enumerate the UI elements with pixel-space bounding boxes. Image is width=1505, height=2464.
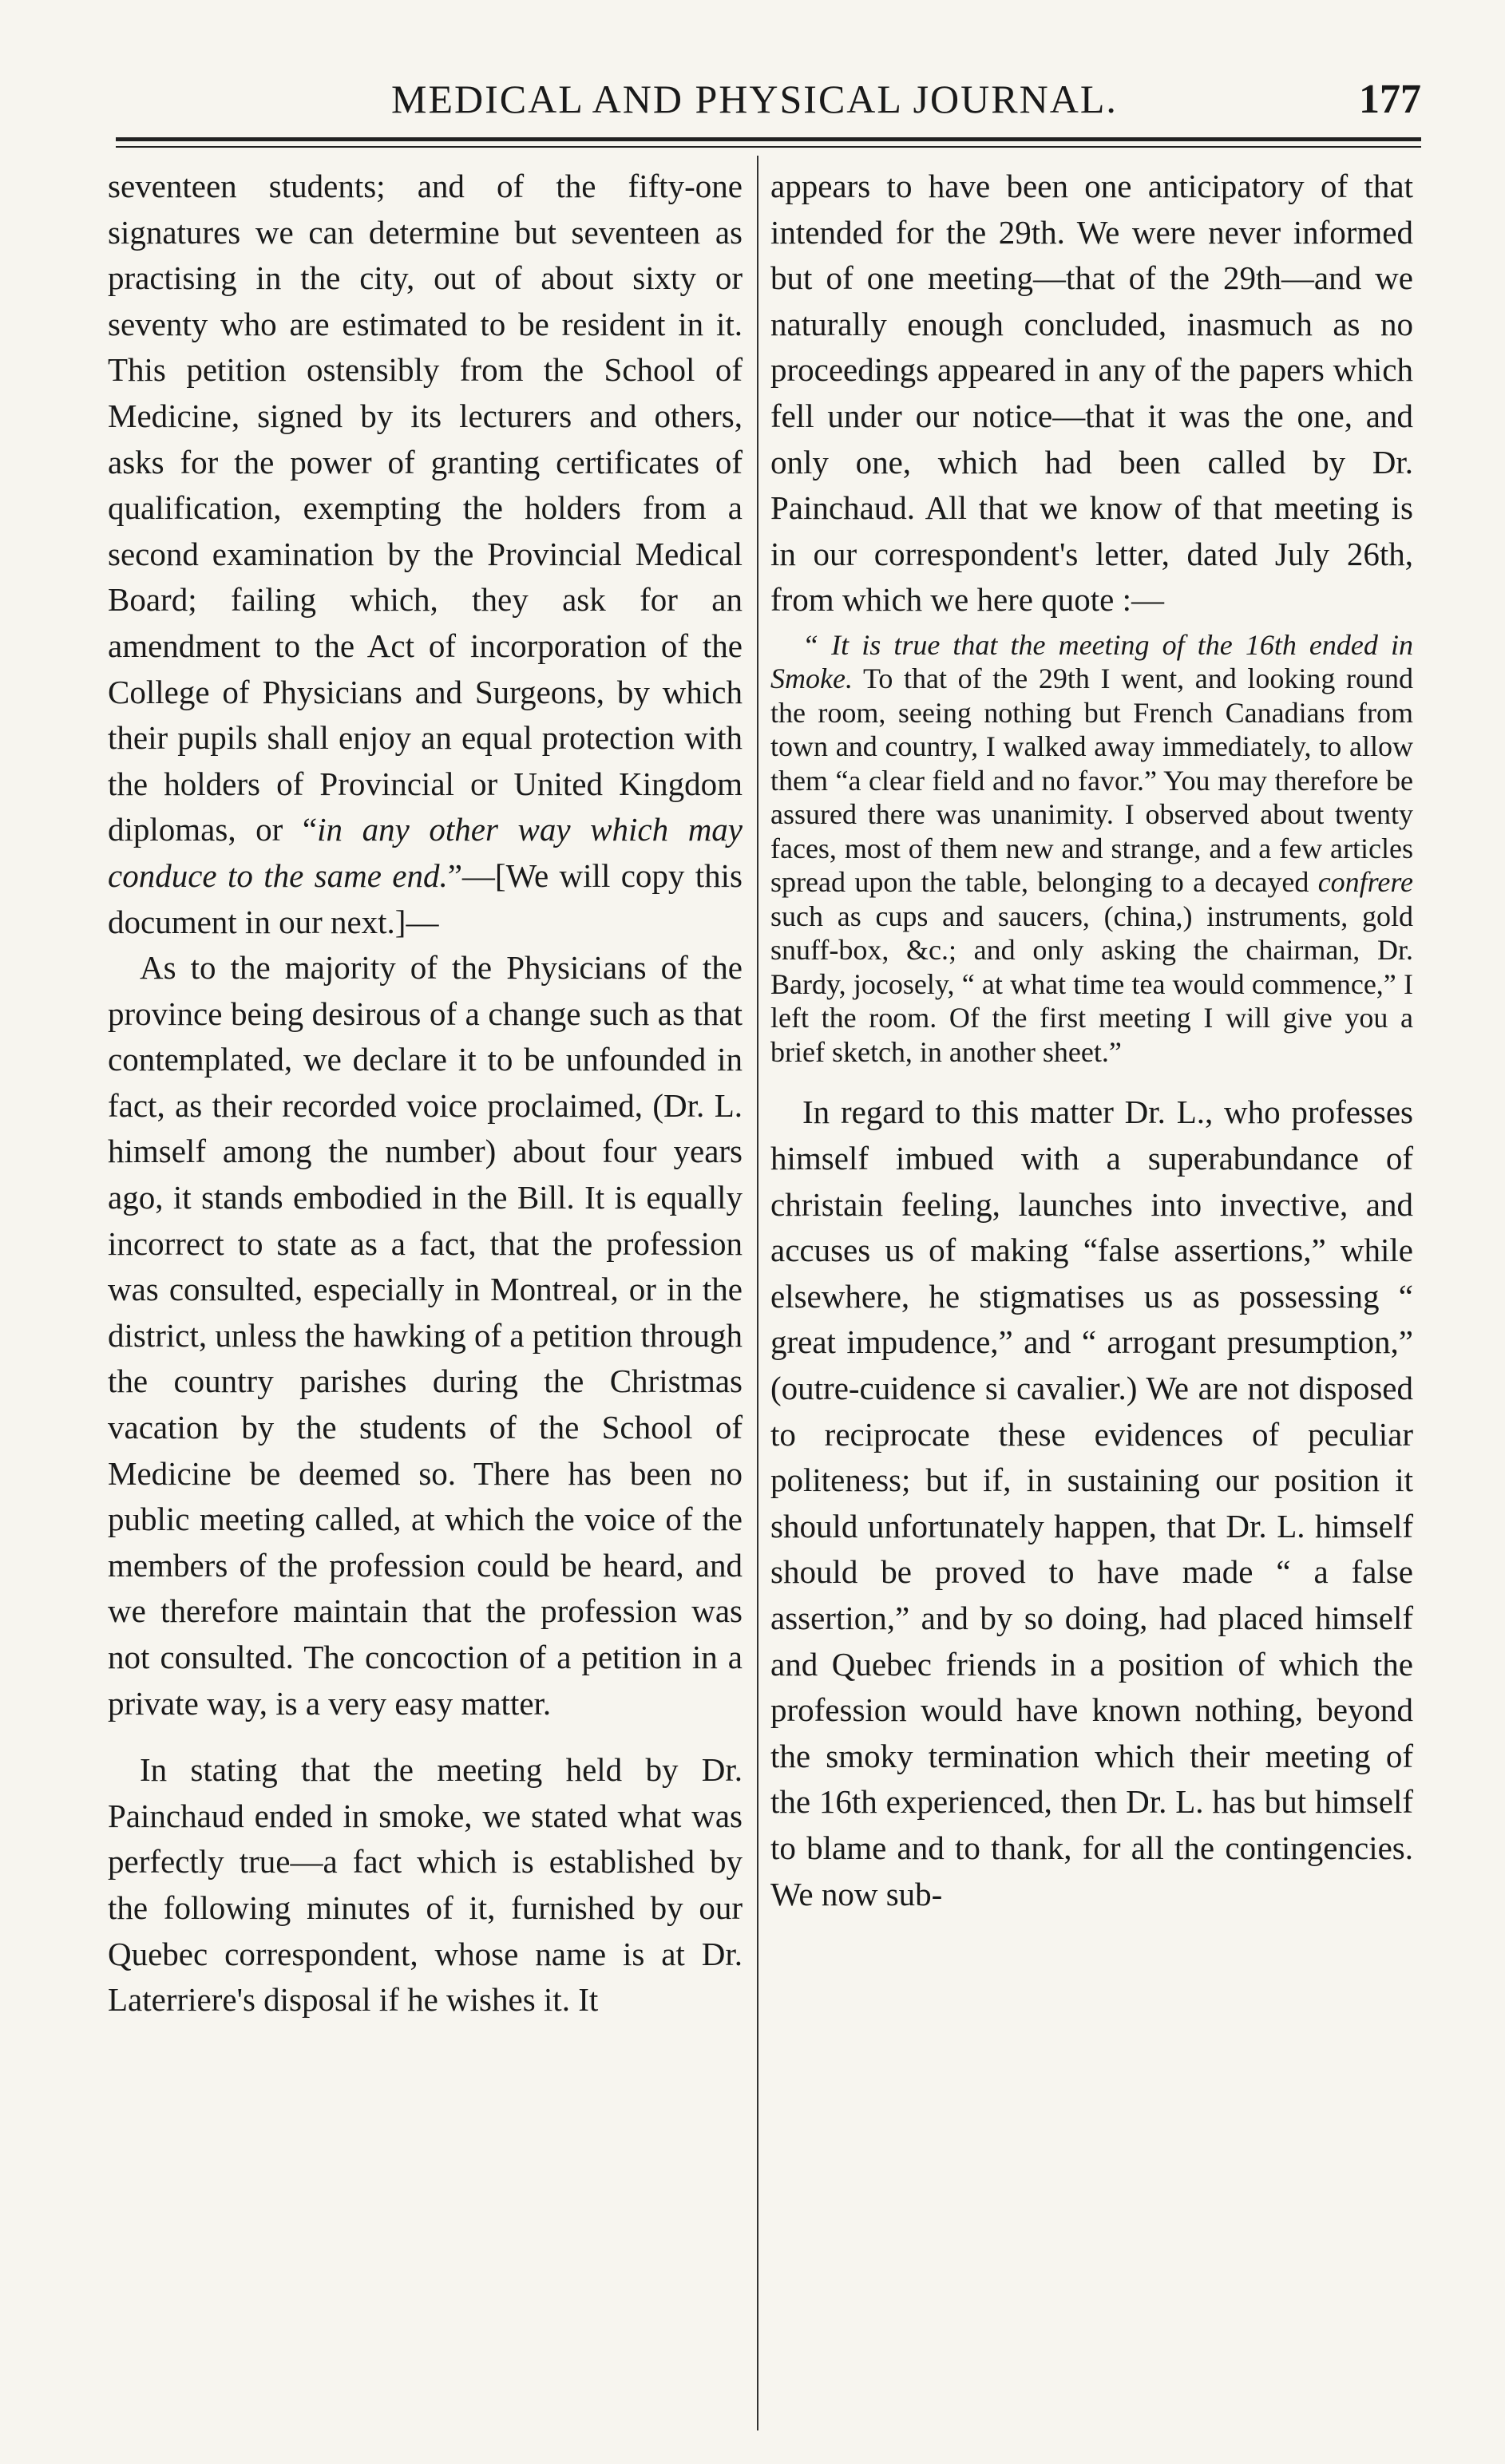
- right-paragraph-1: appears to have been one anticipatory of that intended for the 29th. We were never informed but of one meeting—that of the 29th—and we naturally enough concluded, inasmuch as no proceedings appeared in any of the papers which fell under our notice—that it was the one, and only one, which had been called by Dr. Painchaud. All that we know of that meeting is in our correspondent's letter, dated July 26th, from which we here quote :—: [770, 168, 1413, 619]
- header-rule-thick: [116, 137, 1421, 141]
- running-head: MEDICAL AND PHYSICAL JOURNAL.: [391, 77, 1118, 121]
- right-paragraph-2: In regard to this matter Dr. L., who professes himself imbued with a superabundance of christain feeling, launches into invective, and accuses us of making “false assertions,” while elsewhere, he stigmatises us as possessing “ great impudence,” and “ arrogant presumption,” (outre-cuidence si cavalier.) We are not disposed to reciprocate these evidences of peculiar politeness; but if, in sustaining our position it should unfortunately happen, that Dr. L. himself should be proved to have made “ a false assertion,” and by so doing, had placed himself and Quebec friends in a position of which the profession would have known nothing, beyond the smoky termination which their meeting of the 16th experienced, then Dr. L. has but himself to blame and to thank, for all the contingencies. We now sub-: [770, 1094, 1413, 1912]
- page-number: 177: [1359, 77, 1421, 122]
- left-column: [108, 164, 743, 2023]
- left-paragraph-2: As to the majority of the Physicians of the province being desirous of a change such as that contemplated, we declare it to be unfounded in fact, as their recorded voice proclaimed, (Dr. L. himself among the number) about four years ago, it stands embodied in the Bill. It is equally incorrect to state as a fact, that the profession was consulted, especially in Montreal, or in the district, unless the hawking of a petition through the country parishes during the Christmas vacation by the students of the School of Medicine be deemed so. There has been no public meeting called, at which the voice of the members of the profession could be heard, and we therefore maintain that the profession was not consulted. The concoction of a petition in a private way, is a very easy matter.: [108, 949, 743, 1722]
- right-column: [770, 164, 1413, 1917]
- left-paragraph-3: In stating that the meeting held by Dr. Painchaud ended in smoke, we stated what was perfectly true—a fact which is established by the following minutes of it, furnished by our Quebec correspondent, whose name is at Dr. Laterriere's disposal if he wishes it. It: [108, 1751, 743, 2019]
- column-divider: [757, 156, 758, 2430]
- quoted-letter: “ It is true that the meeting of the 16th ended in Smoke. To that of the 29th I went, and looking round the room, seeing nothing but French Canadians from town and country, I walked away immediately, to allow them “a clear field and no favor.” You may therefore be assured there was unanimity. I observed about twenty faces, most of them new and strange, and a few articles spread upon the table, belonging to a decayed confrere such as cups and saucers, (china,) instruments, gold snuff-box, &c.; and only asking the chairman, Dr. Bardy, jocosely, “ at what time tea would commence,” I left the room. Of the first meeting I will give you a brief sketch, in another sheet.”: [770, 628, 1413, 1068]
- left-paragraph-1: seventeen students; and of the fifty-one signatures we can determine but seventeen as practising in the city, out of about sixty or seventy who are estimated to be resident in it. This petition ostensibly from the School of Medicine, signed by its lecturers and others, asks for the power of granting certificates of qualification, exempting the holders from a second examination by the Provincial Medical Board; failing which, they ask for an amendment to the Act of incorporation of the College of Physicians and Surgeons, by which their pupils shall enjoy an equal protection with the holders of Provincial or United Kingdom diplomas, or “in any other way which may conduce to the same end.”—[We will copy this document in our next.]—: [108, 168, 743, 940]
- quoted-phrase: in any other way which may conduce to the same end.: [108, 811, 743, 894]
- page-header: [104, 76, 1421, 136]
- header-rule-thin: [116, 146, 1421, 148]
